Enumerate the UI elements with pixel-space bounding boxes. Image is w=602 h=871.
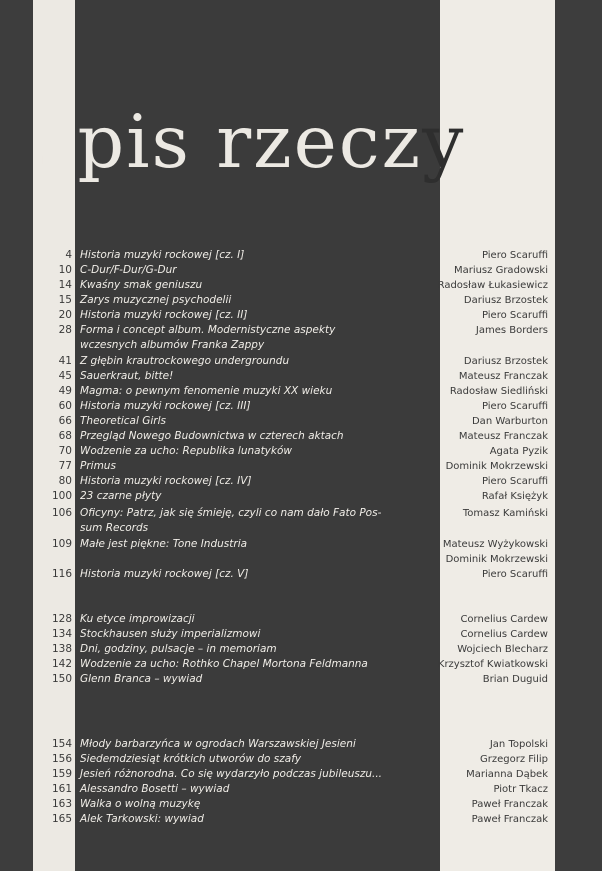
entry-author: Agata Pyzik [489,446,548,457]
entry-title: Stockhausen służy imperializmowi [80,628,261,640]
entry-author: Radosław Siedliński [449,386,548,397]
entry-page-number: 116 [51,568,72,580]
entry-page-number: 134 [51,628,72,640]
toc-entry [0,552,602,567]
toc-entry [0,369,602,384]
entry-page-number: 128 [51,613,72,625]
entry-page-number: 14 [58,279,72,291]
entry-author: Piero Scaruffi [481,250,548,261]
entry-title: Historia muzyki rockowej [cz. I] [80,249,245,261]
entry-title: Jesień różnorodna. Co się wydarzyło podczas jubileuszu... [80,768,383,780]
toc-entry [0,399,602,414]
page-title-last-letter: y [422,100,466,185]
entry-page-number: 138 [51,643,72,655]
entry-author: Piero Scaruffi [481,401,548,412]
entry-page-number: 159 [51,768,72,780]
entry-title: Z głębin krautrockowego undergroundu [80,355,290,367]
entry-title: Glenn Branca – wywiad [80,673,203,685]
toc-entry [0,657,602,672]
toc-entry [0,459,602,474]
entry-page-number: 41 [58,355,72,367]
entry-page-number: 49 [58,385,72,397]
entry-page-number: 106 [51,507,72,519]
entry-author: Dominik Mokrzewski [445,554,548,565]
toc-entry [0,474,602,489]
toc-entry [0,506,602,521]
entry-page-number: 68 [58,430,72,442]
entry-author: Radosław Łukasiewicz [437,280,548,291]
entry-author: Mateusz Franczak [458,371,548,382]
toc-entry [0,278,602,293]
entry-author: Jan Topolski [489,739,548,750]
entry-author: Mateusz Franczak [458,431,548,442]
entry-page-number: 165 [51,813,72,825]
entry-page-number: 150 [51,673,72,685]
toc-entry [0,797,602,812]
entry-title: Oficyny: Patrz, jak się śmieję, czyli co nam dało Fato Pos- [80,507,382,519]
toc-entry [0,489,602,504]
entry-title: Sauerkraut, bitte! [80,370,174,382]
toc-entry [0,338,602,353]
entry-title: Kwaśny smak geniuszu [80,279,203,291]
entry-title: sum Records [80,522,149,534]
toc-entry [0,767,602,782]
toc-entry [0,248,602,263]
entry-title: Forma i concept album. Modernistyczne aspekty [80,324,336,336]
entry-title: Theoretical Girls [80,415,166,427]
entry-page-number: 161 [51,783,72,795]
entry-title: Przegląd Nowego Budownictwa w czterech aktach [80,430,344,442]
entry-title: Siedemdziesiąt krótkich utworów do szafy [80,753,302,765]
entry-author: James Borders [475,325,548,336]
entry-author: Grzegorz Filip [480,754,548,765]
entry-author: Dominik Mokrzewski [445,461,548,472]
entry-page-number: 163 [51,798,72,810]
entry-title: C-Dur/F-Dur/G-Dur [80,264,177,276]
entry-author: Paweł Franczak [471,814,548,825]
entry-page-number: 28 [58,324,72,336]
toc-entry [0,263,602,278]
entry-author: Brian Duguid [482,674,548,685]
entry-title: Wodzenie za ucho: Republika lunatyków [80,445,292,457]
entry-title: Historia muzyki rockowej [cz. IV] [80,475,252,487]
entry-author: Piero Scaruffi [481,476,548,487]
entry-title: Walka o wolną muzykę [80,798,201,810]
entry-author: Piero Scaruffi [481,569,548,580]
toc-entry [0,323,602,338]
entry-author: Tomasz Kamiński [462,508,548,519]
entry-title: Primus [80,460,116,472]
entry-title: Historia muzyki rockowej [cz. III] [80,400,251,412]
entry-page-number: 77 [58,460,72,472]
toc-entry [0,537,602,552]
entry-page-number: 154 [51,738,72,750]
entry-page-number: 20 [58,309,72,321]
toc-entry [0,521,602,536]
toc-entry [0,429,602,444]
entry-page-number: 70 [58,445,72,457]
entry-author: Mateusz Wyżykowski [442,539,548,550]
entry-author: Cornelius Cardew [460,629,548,640]
entry-title: Alek Tarkowski: wywiad [80,813,204,825]
toc-entry [0,627,602,642]
entry-title: Ku etyce improwizacji [80,613,195,625]
toc-entry [0,812,602,827]
entry-author: Piero Scaruffi [481,310,548,321]
entry-page-number: 156 [51,753,72,765]
entry-title: Młody barbarzyńca w ogrodach Warszawskiej Jesieni [80,738,356,750]
page-title-main: spis rzecz [38,100,423,185]
entry-author: Dariusz Brzostek [463,295,548,306]
toc-entry [0,384,602,399]
entry-page-number: 109 [51,538,72,550]
entry-title: Małe jest piękne: Tone Industria [80,538,248,550]
entry-author: Krzysztof Kwiatkowski [437,659,548,670]
entry-author: Cornelius Cardew [460,614,548,625]
entry-author: Rafał Księżyk [481,491,548,502]
toc-entry [0,737,602,752]
entry-page-number: 10 [58,264,72,276]
entry-page-number: 66 [58,415,72,427]
toc-entry [0,752,602,767]
entry-title: wczesnych albumów Franka Zappy [80,339,265,351]
toc-entry [0,354,602,369]
entry-page-number: 45 [58,370,72,382]
toc-entry [0,308,602,323]
entry-page-number: 15 [58,294,72,306]
entry-page-number: 80 [58,475,72,487]
entry-author: Dariusz Brzostek [463,356,548,367]
entry-author: Piotr Tkacz [493,784,548,795]
toc-entry [0,612,602,627]
entry-title: Alessandro Bosetti – wywiad [80,783,230,795]
entry-title: Wodzenie za ucho: Rothko Chapel Mortona Feldmanna [80,658,368,670]
entry-author: Dan Warburton [471,416,548,427]
entry-page-number: 60 [58,400,72,412]
toc-entry [0,293,602,308]
entry-page-number: 142 [51,658,72,670]
toc-entry [0,672,602,687]
toc-entry [0,642,602,657]
toc-entry [0,414,602,429]
entry-author: Marianna Dąbek [466,769,548,780]
entry-title: Magma: o pewnym fenomenie muzyki XX wieku [80,385,333,397]
entry-title: Historia muzyki rockowej [cz. II] [80,309,248,321]
toc-entry [0,567,602,582]
entry-title: Zarys muzycznej psychodelii [80,294,232,306]
entry-title: Dni, godziny, pulsacje – in memoriam [80,643,277,655]
entry-title: 23 czarne płyty [80,490,162,502]
entry-author: Wojciech Blecharz [457,644,548,655]
toc-entry [0,782,602,797]
toc-entry [0,444,602,459]
entry-author: Paweł Franczak [471,799,548,810]
entry-page-number: 100 [51,490,72,502]
entry-page-number: 4 [65,249,72,261]
entry-author: Mariusz Gradowski [453,265,548,276]
entry-title: Historia muzyki rockowej [cz. V] [80,568,249,580]
